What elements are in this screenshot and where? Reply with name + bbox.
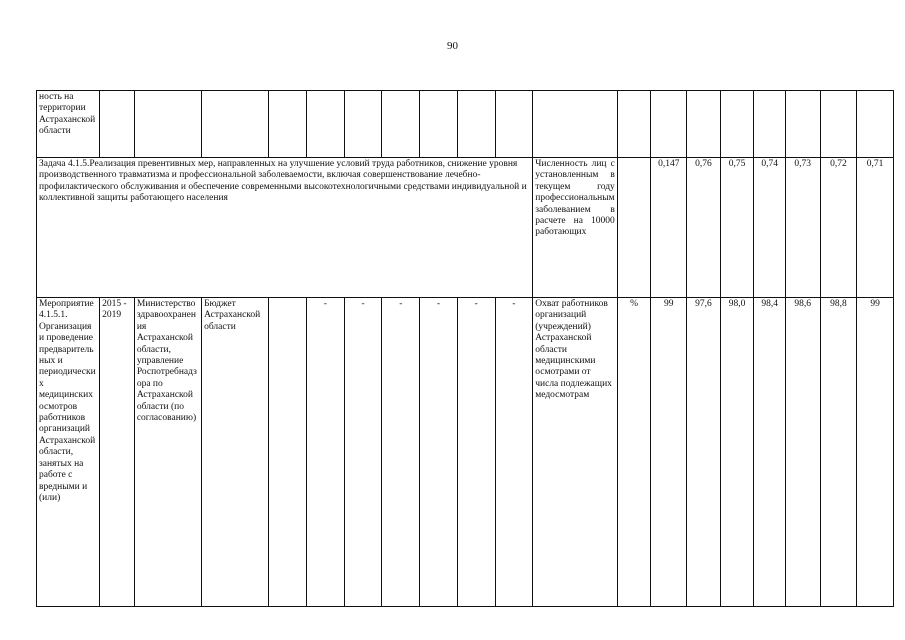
measure-executor: Министерство здравоохранения Астраханской области, управление Роспотребнадзора по Астраханской области (по согласованию) bbox=[134, 298, 201, 607]
measure-value: 98,8 bbox=[820, 298, 857, 607]
empty-cell bbox=[495, 91, 533, 158]
empty-cell bbox=[820, 91, 857, 158]
empty-cell bbox=[269, 298, 307, 607]
measure-value: 98,0 bbox=[720, 298, 754, 607]
measure-value: 99 bbox=[651, 298, 687, 607]
empty-cell bbox=[457, 91, 495, 158]
funding-dash: - bbox=[307, 298, 345, 607]
empty-cell bbox=[100, 91, 135, 158]
empty-cell bbox=[651, 91, 687, 158]
task-value: 0,75 bbox=[720, 158, 754, 298]
empty-cell bbox=[344, 91, 382, 158]
program-table bbox=[36, 90, 894, 607]
empty-cell bbox=[307, 91, 345, 158]
task-value: 0,73 bbox=[785, 158, 820, 298]
cell-prev-measure: ность на территории Астраханской области bbox=[37, 91, 100, 158]
empty-cell bbox=[202, 91, 269, 158]
empty-cell bbox=[269, 91, 307, 158]
measure-value: 98,6 bbox=[785, 298, 820, 607]
empty-cell bbox=[134, 91, 201, 158]
task-value: 0,76 bbox=[687, 158, 721, 298]
measure-value: 97,6 bbox=[687, 298, 721, 607]
task-indicator: Численность лиц с установленным в текущем году профессиональным заболеванием в расчете на 10000 работающих bbox=[533, 158, 618, 298]
task-value: 0,74 bbox=[754, 158, 786, 298]
task-value: 0,147 bbox=[651, 158, 687, 298]
empty-cell bbox=[857, 91, 894, 158]
empty-cell bbox=[687, 91, 721, 158]
measure-funding-source: Бюджет Астраханской области bbox=[202, 298, 269, 607]
empty-cell bbox=[754, 91, 786, 158]
table-row-task bbox=[37, 158, 894, 298]
funding-dash: - bbox=[457, 298, 495, 607]
empty-cell bbox=[382, 91, 420, 158]
task-value: 0,72 bbox=[820, 158, 857, 298]
empty-cell bbox=[720, 91, 754, 158]
measure-name: Мероприятие 4.1.5.1. Организация и проведение предварительных и периодических медицинских осмотров работников организаций Астраханской области, занятых на работе с вредными и (или) bbox=[37, 298, 100, 607]
task-value: 0,71 bbox=[857, 158, 894, 298]
funding-dash: - bbox=[495, 298, 533, 607]
measure-indicator: Охват работников организаций (учреждений) Астраханской области медицинскими осмотрами от числа подлежащих медосмотрам bbox=[533, 298, 618, 607]
task-description: Задача 4.1.5.Реализация превентивных мер, направленных на улучшение условий труда работников, снижение уровня производственного травматизма и профессиональной заболеваемости, включая совершенствование лечебно-профилактического обслуживания и обеспечение современными высокотехнологичными средствами индивидуальной и коллективной защиты работающего населения bbox=[37, 158, 533, 298]
funding-dash: - bbox=[344, 298, 382, 607]
table-row-previous bbox=[37, 91, 894, 158]
measure-value: 99 bbox=[857, 298, 894, 607]
table-row-measure bbox=[37, 298, 894, 607]
page-number: 90 bbox=[447, 40, 458, 52]
empty-cell bbox=[617, 91, 651, 158]
measure-period: 2015 - 2019 bbox=[100, 298, 135, 607]
funding-dash: - bbox=[420, 298, 458, 607]
empty-cell bbox=[420, 91, 458, 158]
task-unit bbox=[617, 158, 651, 298]
measure-unit: % bbox=[617, 298, 651, 607]
empty-cell bbox=[533, 91, 618, 158]
funding-dash: - bbox=[382, 298, 420, 607]
empty-cell bbox=[785, 91, 820, 158]
measure-value: 98,4 bbox=[754, 298, 786, 607]
